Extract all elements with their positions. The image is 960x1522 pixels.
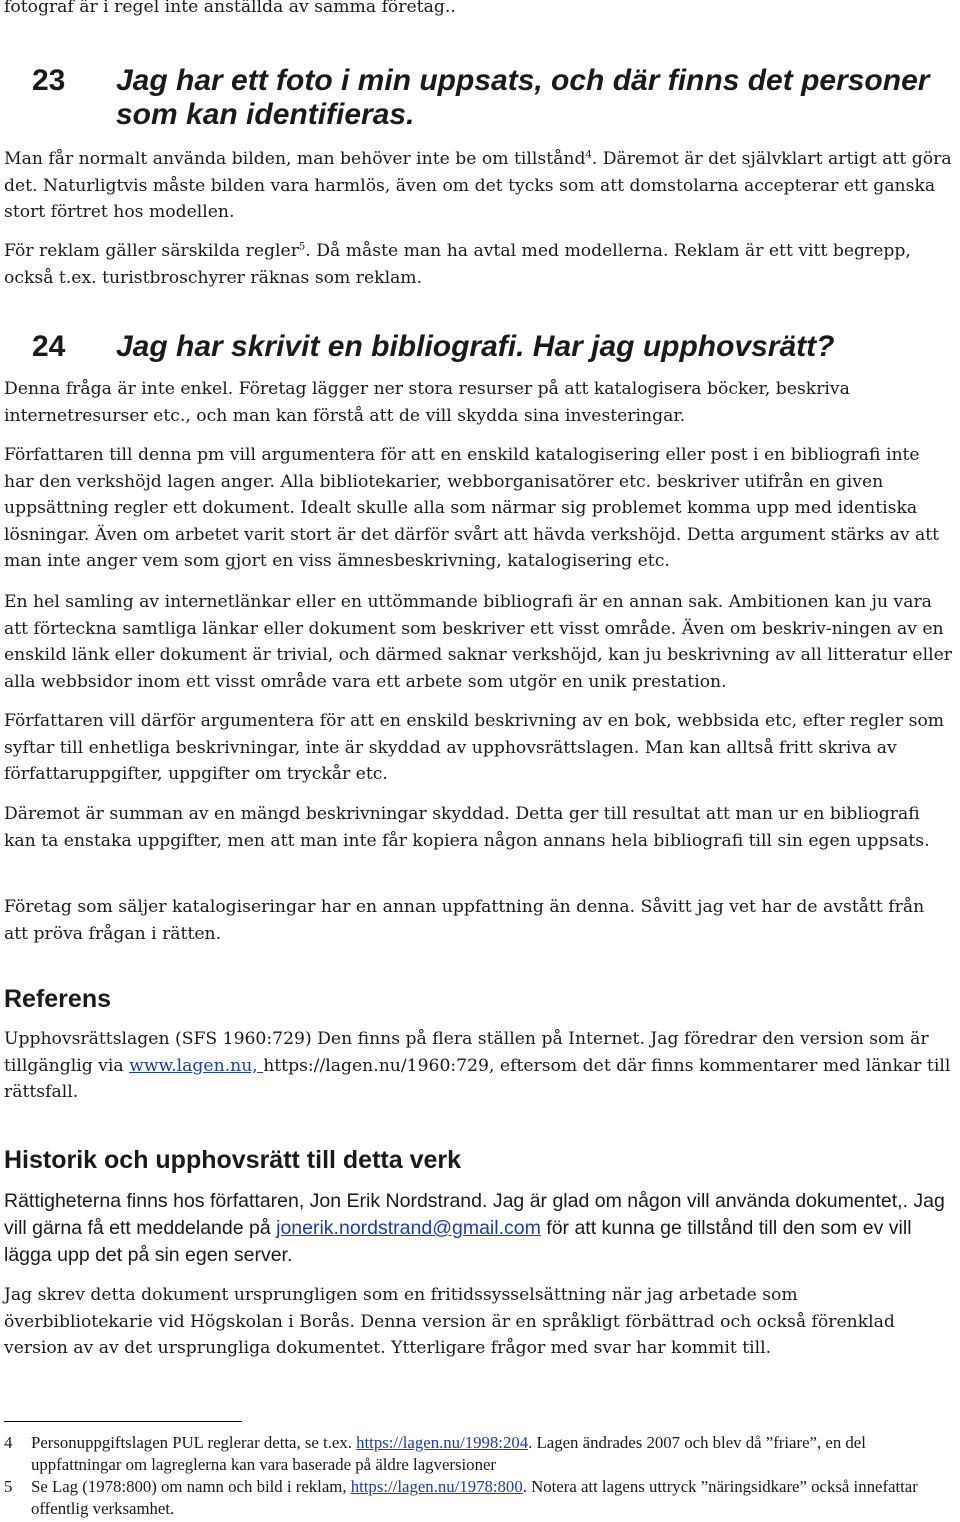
footnote-5: 5 Se Lag (1978:800) om namn och bild i reklam, https://lagen.nu/1978:800. Notera att lagens uttryck ”näringsidkare” också innefattar offentlig verksamhet. bbox=[4, 1477, 918, 1518]
section-23-title: Jag har ett foto i min uppsats, och där finns det personer som kan identifieras. bbox=[116, 64, 930, 131]
section-23-paragraph-2: För reklam gäller särskilda regler$^5$. Då måste man ha avtal med modellerna. Reklam är ett vitt begrepp, också t.ex. turistbroschyrer räknas som reklam. bbox=[4, 241, 911, 288]
section-24-heading bbox=[4, 330, 952, 364]
referens-heading: Referens bbox=[4, 985, 111, 1013]
section-24-number: 24 bbox=[32, 330, 66, 363]
historik-heading: Historik och upphovsrätt till detta verk bbox=[4, 1146, 462, 1174]
footnote-4: 4 Personuppgiftslagen PUL reglerar detta, se t.ex. https://lagen.nu/1998:204. Lagen ändrades 2007 och blev då ”friare”, en del uppfattningar om lagreglerna kan vara baserade på äldre lagversioner bbox=[4, 1433, 866, 1474]
section-23-number: 23 bbox=[32, 64, 66, 97]
section-24-paragraph-4: Författaren vill därför argumentera för att en enskild beskrivning av en bok, webbsida etc, efter regler som syftar till enhetliga beskrivningar, inte är skyddad av upphovsrättslagen. Man kan alltså fritt skriva av författaruppgifter, uppgifter om tryckår etc. bbox=[4, 711, 945, 784]
footnote-4-link[interactable]: https://lagen.nu/1998:204 bbox=[356, 1433, 529, 1452]
historik-paragraph-2: Jag skrev detta dokument ursprungligen som en fritidssysselsättning när jag arbetade som överbibliotekarie vid Högskolan i Borås. Denna version är en språkligt förbättrad och också förenklad version av av det ursprungliga dokumentet. Ytterligare frågor med svar har kommit till. bbox=[4, 1285, 895, 1358]
footnote-5-link[interactable]: https://lagen.nu/1978:800 bbox=[350, 1477, 523, 1496]
section-24-paragraph-6: Företag som säljer katalogiseringar har en annan uppfattning än denna. Såvitt jag vet har de avstått från att pröva frågan i rätten. bbox=[4, 897, 925, 944]
section-24-title: Jag har skrivit en bibliografi. Har jag upphovsrätt? bbox=[116, 330, 835, 363]
section-24-paragraph-5: Däremot är summan av en mängd beskrivningar skyddad. Detta ger till resultat att man ur en bibliografi kan ta enstaka uppgifter, men att man inte får kopiera någon annans hela bibliografi till sin egen uppsats. bbox=[4, 804, 930, 851]
footnote-ref-5[interactable]: 5 bbox=[298, 241, 306, 253]
intro-line: fotograf är i regel inte anställda av samma företag.. bbox=[4, 0, 456, 17]
lagen-link[interactable]: www.lagen.nu, bbox=[129, 1055, 264, 1076]
historik-paragraph-1: Rättigheterna finns hos författaren, Jon Erik Nordstrand. Jag är glad om någon vill använda dokumentet,. Jag vill gärna få ett meddelande på jonerik.nordstrand@gmail.com för att kunna ge tillstånd till den som ev vill lägga upp det på sin egen server. bbox=[4, 1190, 945, 1266]
footnote-5-number: 5 bbox=[4, 1477, 13, 1496]
footnote-ref-4[interactable]: 4 bbox=[585, 149, 592, 161]
section-24-paragraph-3: En hel samling av internetlänkar eller en uttömmande bibliografi är en annan sak. Ambitionen kan ju vara att förteckna samtliga länkar eller dokument som beskriver ett visst område. Även om beskriv-ningen av en enskild länk eller dokument är trivial, och därmed saknar verkshöjd, kan ju beskrivning av all litteratur eller alla webbsidor inom ett visst område vara ett arbete som utgör en unik prestation. bbox=[4, 592, 952, 692]
section-24-paragraph-2: Författaren till denna pm vill argumentera för att en enskild katalogisering eller post i en bibliografi inte har den verkshöjd lagen anger. Alla bibliotekarier, webborganisatörer etc. beskriver utifrån en given uppsättning regler ett dokument. Idealt skulle alla som närmar sig problemet komma upp med identiska lösningar. Även om arbetet varit stort är det därför svårt att hävda verkshöjd. Detta argument stärks av att man inte anger vem som gjort en viss ämnesbeskrivning, katalogisering etc. bbox=[4, 445, 940, 571]
referens-paragraph: Upphovsrättslagen (SFS 1960:729) Den finns på flera ställen på Internet. Jag föredrar den version som är tillgänglig via www.lagen.nu, https://lagen.nu/1960:729, eftersom det där finns kommentarer med länkar till rättsfall. bbox=[4, 1029, 951, 1102]
email-link[interactable]: jonerik.nordstrand@gmail.com bbox=[276, 1217, 541, 1239]
section-24-paragraph-1: Denna fråga är inte enkel. Företag lägger ner stora resurser på att katalogisera böcker, beskriva internetresurser etc., och man kan förstå att de vill skydda sina investeringar. bbox=[4, 379, 850, 426]
section-23-paragraph-1: Man får normalt använda bilden, man behöver inte be om tillstånd$^4$. Däremot är det självklart artigt att göra det. Naturligtvis måste bilden vara harmlös, även om det tycks som att domstolarna accepterar ett ganska stort förtret hos modellen. bbox=[4, 149, 952, 222]
section-23-heading bbox=[4, 64, 952, 132]
footnote-4-number: 4 bbox=[4, 1433, 13, 1452]
footnote-separator bbox=[4, 1421, 242, 1422]
